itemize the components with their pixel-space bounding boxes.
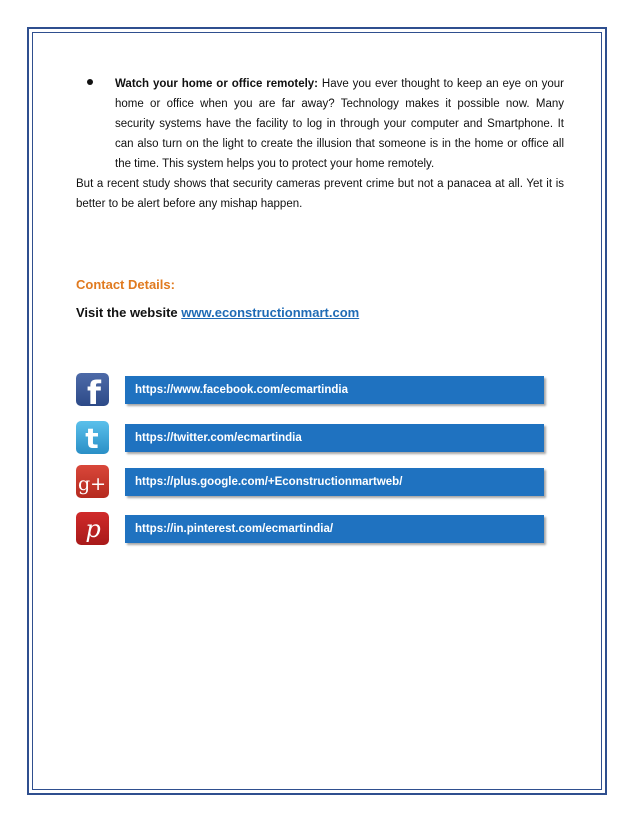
facebook-icon[interactable] — [76, 373, 109, 406]
contact-heading: Contact Details: — [76, 277, 175, 292]
facebook-link[interactable]: https://www.facebook.com/ecmartindia — [125, 376, 544, 404]
visit-label: Visit the website — [76, 305, 182, 320]
bullet-text — [92, 74, 564, 174]
twitter-icon[interactable] — [76, 421, 109, 454]
social-row-twitter — [76, 421, 546, 455]
social-row-google-plus — [76, 465, 546, 499]
visit-line — [76, 305, 359, 320]
svg-text:f: f — [87, 374, 101, 406]
google-plus-icon[interactable] — [76, 465, 109, 498]
google-plus-link[interactable]: https://plus.google.com/+Econstructionmartweb/ — [125, 468, 544, 496]
svg-text:g+: g+ — [77, 473, 107, 495]
pinterest-link[interactable]: https://in.pinterest.com/ecmartindia/ — [125, 515, 544, 543]
svg-text:t: t — [85, 422, 99, 454]
svg-text:p: p — [85, 515, 101, 543]
social-row-facebook — [76, 373, 546, 407]
twitter-link[interactable]: https://twitter.com/ecmartindia — [125, 424, 544, 452]
bullet-item — [92, 74, 564, 174]
bullet-body: Have you ever thought to keep an eye on your home or office when you are far away? Technology makes it possible now. Many security systems have the facility to log in through your computer and Smartphone. It can also turn on the light to create the illusion that someone is in the home or office all the time. This system helps you to protect your home remotely. — [115, 78, 564, 170]
body-paragraph: But a recent study shows that security cameras prevent crime but not a panacea at all. Yet it is better to be alert before any mishap happen. — [76, 178, 564, 210]
bullet-bold-lead: Watch your home or office remotely: — [115, 78, 319, 90]
pinterest-icon[interactable] — [76, 512, 109, 545]
website-link[interactable]: www.econstructionmart.com — [181, 305, 360, 320]
bullet-dot-icon — [87, 79, 93, 85]
social-row-pinterest — [76, 512, 546, 546]
